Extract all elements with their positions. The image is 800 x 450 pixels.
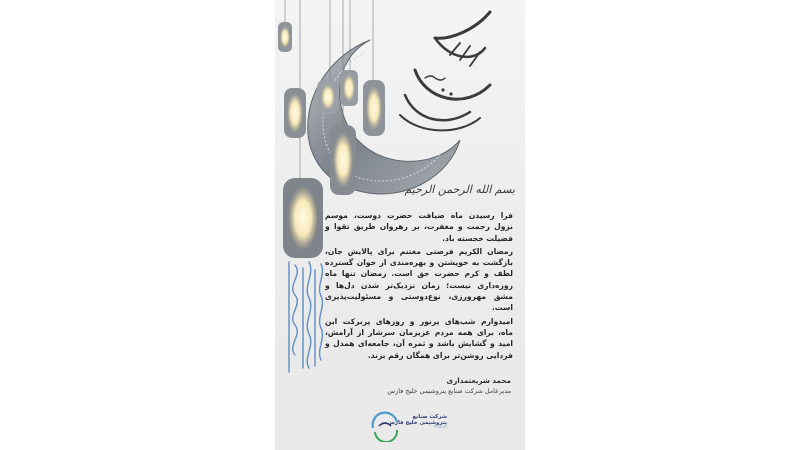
lantern-large-left xyxy=(283,178,323,258)
company-logo-name: شرکت صنایع پتروشیمی خلیج فارس xyxy=(387,414,447,426)
signer-name: محمد شریعتمداری xyxy=(446,376,511,385)
greeting-paragraph-1: فرا رسیدن ماه ضیافت حضرت دوست، موسم نزول رحمت و مغفرت، بر رهروان طریق تقوا و فضیلت خجسته باد. xyxy=(325,211,513,243)
lantern-right-2 xyxy=(363,80,385,136)
lantern-center xyxy=(317,80,339,114)
greeting-message xyxy=(325,210,513,363)
company-logo-abbr: PGPIC xyxy=(434,425,447,429)
ramadan-kareem-calligraphy xyxy=(400,12,490,130)
lantern-right-1 xyxy=(340,70,358,106)
bismillah-heading: بسم الله الرحمن الرحیم xyxy=(404,183,515,196)
greeting-paragraph-2: رمضان الکریم فرصتی مغتنم برای پالایش جان، بازگشت به خویشتن و بهره‌مندی از خوان گسترده لطف و کرم حضرت حق است. رمضان تنها ماه روزه‌داری نیست؛ زمان نزدیک‌تر شدن دل‌ها و مشق مهرورزی، نوع‌دوستی و مسئولیت‌پذیری است. xyxy=(325,246,513,313)
ramadan-greeting-card xyxy=(275,0,525,450)
lantern-small-top xyxy=(278,22,292,52)
lantern-mid-left xyxy=(284,88,306,138)
signature-block xyxy=(331,376,511,396)
signer-role: مدیرعامل شرکت صنایع پتروشیمی خلیج فارس xyxy=(387,387,511,395)
side-calligraphy-ornament xyxy=(289,262,322,372)
greeting-paragraph-3: امیدوارم شب‌های پرنور و روزهای پربرکت این ماه، برای همه مردم عزیزمان سرشار از آرامش، امید و گشایش باشد و ثمره آن، جامعه‌ای همدل و فردایی روشن‌تر برای همگان رقم بزند. xyxy=(325,316,513,360)
